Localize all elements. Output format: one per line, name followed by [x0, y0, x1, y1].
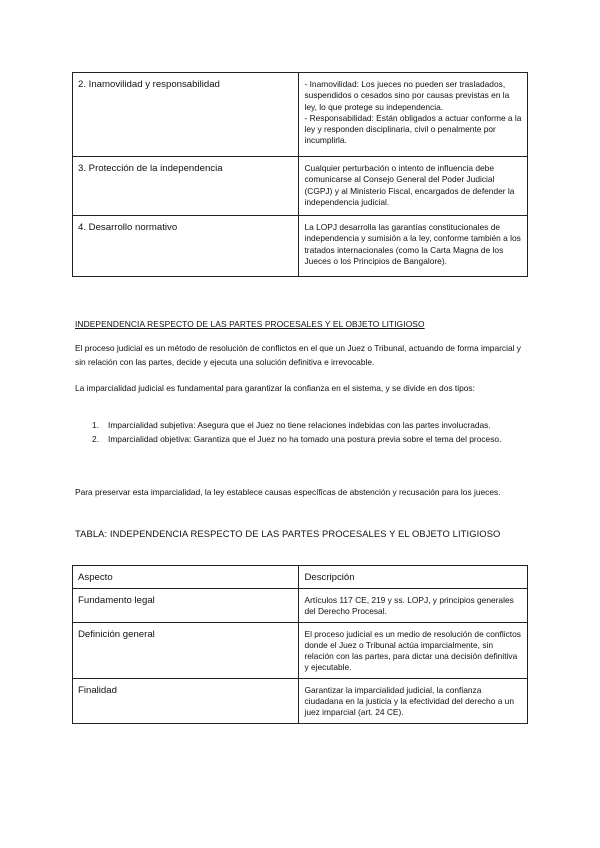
paragraph: Para preservar esta imparcialidad, la ley establece causas específicas de abstención y recusación para los jueces.	[75, 487, 501, 497]
list-item-text: Imparcialidad subjetiva: Asegura que el Juez no tiene relaciones indebidas con las partes involucradas.	[108, 420, 491, 430]
list-item	[75, 419, 525, 433]
paragraph: El proceso judicial es un método de resolución de conflictos en el que un Juez o Tribunal, actuando de forma imparcial y sin relación con las partes, decide y ejecuta una solución definitiva e irrevocable.	[75, 343, 521, 367]
list-item	[75, 433, 525, 447]
guarantees-table	[72, 72, 528, 277]
impartiality-list	[75, 419, 525, 446]
table-cell-label: 2. Inamovilidad y responsabilidad	[73, 73, 299, 157]
table-cell-description: Garantizar la imparcialidad judicial, la confianza ciudadana en la justicia y la efectividad del derecho a un juez imparcial (art. 24 CE).	[299, 678, 528, 723]
table-cell-label: 3. Protección de la independencia	[73, 157, 299, 216]
table-cell-label: 4. Desarrollo normativo	[73, 216, 299, 277]
table-row	[73, 622, 528, 678]
impartiality-table	[72, 565, 528, 724]
table-row	[73, 589, 528, 623]
table-header-row	[73, 566, 528, 589]
table-header-cell: Descripción	[299, 566, 528, 589]
description-line: - Inamovilidad: Los jueces no pueden ser trasladados, suspendidos o cesados sino por causas previstas en la ley, lo que protege su independencia.	[304, 79, 510, 112]
section-heading: INDEPENDENCIA RESPECTO DE LAS PARTES PROCESALES Y EL OBJETO LITIGIOSO	[75, 319, 425, 329]
table-cell-label: Finalidad	[73, 678, 299, 723]
paragraph: La imparcialidad judicial es fundamental para garantizar la confianza en el sistema, y se divide en dos tipos:	[75, 383, 475, 393]
description-line: - Responsabilidad: Están obligados a actuar conforme a la ley y responden disciplinaria, civil o penalmente por incumplirla.	[304, 112, 522, 146]
list-number: 2.	[92, 433, 99, 444]
table-cell-description: Artículos 117 CE, 219 y ss. LOPJ, y principios generales del Derecho Procesal.	[299, 589, 528, 623]
table-row	[73, 216, 528, 277]
table-title: TABLA: INDEPENDENCIA RESPECTO DE LAS PARTES PROCESALES Y EL OBJETO LITIGIOSO	[75, 528, 501, 539]
list-item-text: Imparcialidad objetiva: Garantiza que el Juez no ha tomado una postura previa sobre el tema del proceso.	[108, 433, 502, 444]
list-number: 1.	[92, 420, 99, 430]
table-row	[73, 73, 528, 157]
table-cell-label: Fundamento legal	[73, 589, 299, 623]
table-header-cell: Aspecto	[73, 566, 299, 589]
table-cell-description	[299, 73, 528, 157]
table-row	[73, 678, 528, 723]
table-cell-description: El proceso judicial es un medio de resolución de conflictos donde el Juez o Tribunal actúa imparcialmente, sin relación con las partes, para dictar una decisión definitiva y ejecutable.	[299, 622, 528, 678]
table-row	[73, 157, 528, 216]
table-cell-description: La LOPJ desarrolla las garantías constitucionales de independencia y sumisión a la ley, conforme también a los tratados internacionales (como la Carta Magna de los Jueces o los Principios de Bangalore).	[299, 216, 528, 277]
table-cell-label: Definición general	[73, 622, 299, 678]
table-cell-description: Cualquier perturbación o intento de influencia debe comunicarse al Consejo General del Poder Judicial (CGPJ) y al Ministerio Fiscal, encargados de defender la independencia judicial.	[299, 157, 528, 216]
